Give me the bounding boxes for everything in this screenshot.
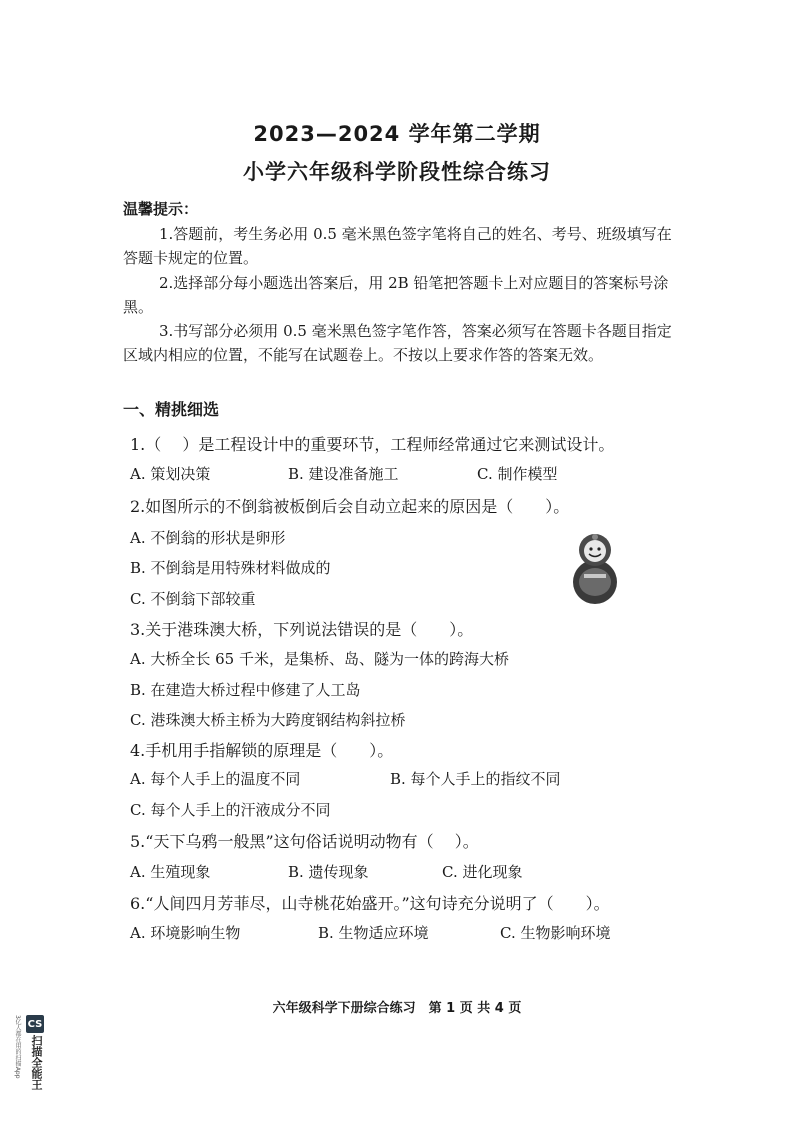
option: C. 港珠澳大桥主桥为大跨度钢结构斜拉桥 xyxy=(130,711,406,729)
option: C. 不倒翁下部较重 xyxy=(130,590,256,608)
question-stem: 2.如图所示的不倒翁被板倒后会自动立起来的原因是（ ）。 xyxy=(130,497,570,516)
question-stem: 3.关于港珠澳大桥，下列说法错误的是（ ）。 xyxy=(130,620,474,639)
option: C. 生物影响环境 xyxy=(500,924,611,942)
option: C. 制作模型 xyxy=(477,465,558,483)
page-subtitle: 小学六年级科学阶段性综合练习 xyxy=(243,160,551,184)
option: A. 大桥全长 65 千米，是集桥、岛、隧为一体的跨海大桥 xyxy=(130,650,509,668)
option: B. 遗传现象 xyxy=(288,863,369,881)
question-stem: 4.手机用手指解锁的原理是（ ）。 xyxy=(130,741,394,760)
option: B. 每个人手上的指纹不同 xyxy=(390,770,561,788)
option: B. 不倒翁是用特殊材料做成的 xyxy=(130,559,331,577)
option: A. 环境影响生物 xyxy=(130,924,241,942)
question-stem: 5.“天下乌鸦一般黑”这句俗话说明动物有（ ）。 xyxy=(130,832,479,851)
scanner-name: 扫描全能王 xyxy=(30,1035,43,1090)
question-stem: 1.（ ）是工程设计中的重要环节，工程师经常通过它来测试设计。 xyxy=(130,435,615,454)
tip-item-2: 2.选择部分每小题选出答案后，用 2B 铅笔把答题卡上对应题目的答案标号涂黑。 xyxy=(123,274,669,316)
option: C. 每个人手上的汗液成分不同 xyxy=(130,801,331,819)
option: B. 在建造大桥过程中修建了人工岛 xyxy=(130,681,361,699)
tip-item-3: 3.书写部分必须用 0.5 毫米黑色签字笔作答，答案必须写在答题卡各题目指定区域内相应的位置，不能写在试题卷上。不按以上要求作答的答案无效。 xyxy=(123,322,672,364)
scanner-logo-icon: CS xyxy=(26,1015,44,1033)
tumbler-toy-icon xyxy=(570,530,620,605)
scanner-watermark xyxy=(26,1015,44,1105)
option: B. 建设准备施工 xyxy=(288,465,399,483)
option: A. 生殖现象 xyxy=(130,863,211,881)
option: A. 每个人手上的温度不同 xyxy=(130,770,301,788)
tips-label: 温馨提示： xyxy=(123,200,199,218)
page-footer: 六年级科学下册综合练习 第 1 页 共 4 页 xyxy=(272,1001,522,1016)
scanner-subtitle: 3亿人都在用的扫描App xyxy=(14,1015,21,1079)
option: A. 策划决策 xyxy=(130,465,211,483)
question-stem: 6.“人间四月芳菲尽，山寺桃花始盛开。”这句诗充分说明了（ ）。 xyxy=(130,894,610,913)
section-heading: 一、精挑细选 xyxy=(123,400,220,419)
tip-item-1: 1.答题前，考生务必用 0.5 毫米黑色签字笔将自己的姓名、考号、班级填写在答题卡规定的位置。 xyxy=(123,225,672,267)
page-title: 2023—2024 学年第二学期 xyxy=(253,122,541,146)
option: A. 不倒翁的形状是卵形 xyxy=(130,529,286,547)
option: B. 生物适应环境 xyxy=(318,924,429,942)
option: C. 进化现象 xyxy=(442,863,523,881)
